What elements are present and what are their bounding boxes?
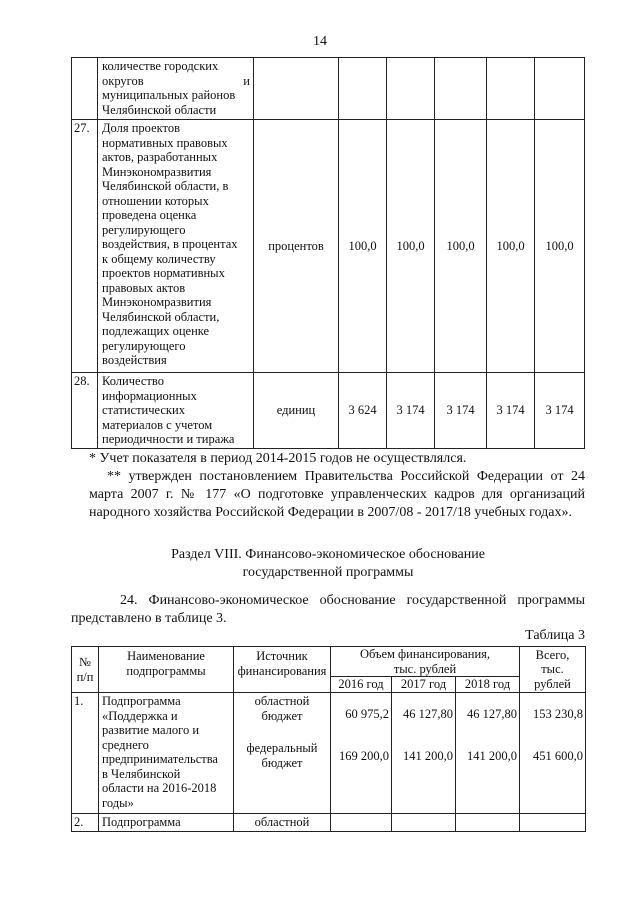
table-label: Таблица 3 [525,628,585,643]
amount-value: 46 127,80 [403,707,453,721]
amount-value: 451 600,0 [533,748,583,763]
header-num [72,647,99,693]
table-row [72,120,585,373]
funding-source [234,693,331,814]
subprogram-name [99,693,234,814]
header-name [99,647,234,693]
unit-cell: единиц [254,373,339,449]
desc-line: Челябинской области [102,102,217,117]
section-heading [71,546,585,582]
amount-cell [331,693,392,814]
name-line: среднего [102,737,149,752]
desc-line: нормативных правовых [102,135,228,150]
amount-value: 60 975,2 [345,707,389,721]
desc-line: регулирующего [102,338,186,353]
header-total-label: Всего, тыс. рублей [534,647,571,691]
indicators-table [71,57,585,449]
amount-value: 153 230,8 [533,707,583,721]
table-row [72,693,586,814]
value-cell: 100,0 [487,120,535,373]
table-header-row [72,647,586,677]
section-heading-line: Раздел VIII. Финансово-экономическое обоснование [171,547,485,562]
amount-cell [456,814,520,832]
footnote-1: * Учет показателя в период 2014-2015 годов не осуществлялся. [89,451,467,466]
source-label: федеральный бюджет [246,741,318,770]
table-row [72,373,585,449]
desc-line: проектов нормативных [102,266,225,280]
source-label: областной бюджет [254,694,310,723]
desc-line: Челябинской области, [102,309,220,324]
amount-cell [520,693,586,814]
desc-line: муниципальных районов [102,88,236,102]
amount-cell [331,814,392,832]
row-number [72,58,98,120]
unit-cell [254,58,339,120]
amount-cell [520,814,586,832]
row-number: 2. [72,814,99,832]
name-line: годы» [102,795,134,810]
name-line: предпринимательства [102,752,218,766]
name-line: в Челябинской [102,766,181,781]
header-year: 2016 год [331,677,392,693]
desc-line: отношении которых [102,193,209,208]
funding-source [234,814,331,832]
amount-cell [456,693,520,814]
name-line: развитие малого и [102,723,200,737]
desc-line: округов и [102,73,250,88]
section-heading-line: государственной программы [242,565,414,580]
desc-line: воздействия, в процентах [102,237,238,251]
row-number: 1. [72,693,99,814]
header-num-label: № п/п [76,655,94,684]
desc-line: актов, разработанных [102,150,218,164]
table-row [72,814,586,832]
value-cell [535,58,585,120]
desc-line: воздействия [102,353,167,367]
footnotes [89,450,585,522]
desc-line: регулирующего [102,222,186,237]
value-cell: 3 174 [387,373,435,449]
name-line: области на 2016-2018 [102,781,217,795]
value-cell [387,58,435,120]
desc-line: статистических [102,403,185,417]
table-row [72,58,585,120]
value-cell: 100,0 [535,120,585,373]
footnote-2: ** утвержден постановлением Правительства Российской Федерации от 24 марта 2007 г. № 177 «О подготовке управленческих кадров для организаций народного хозяйства Российской Федерации в 2007/08 - 2017/18 учебных годах». [89,469,585,520]
desc-line: периодичности и тиража [102,432,235,446]
name-line: Подпрограмма [102,815,181,829]
value-cell [487,58,535,120]
header-source [234,647,331,693]
value-cell: 3 624 [339,373,387,449]
unit-cell: процентов [254,120,339,373]
desc-line: количестве городских [102,59,219,73]
row-number: 27. [72,120,98,373]
indicator-description [98,120,254,373]
value-cell: 3 174 [535,373,585,449]
header-year: 2018 год [456,677,520,693]
desc-line: информационных [102,388,197,403]
amount-value: 46 127,80 [467,707,517,721]
name-line: Подпрограмма [102,694,181,708]
amount-value: 169 200,0 [339,748,389,763]
page-number: 14 [313,34,327,49]
header-volume [331,647,520,677]
header-year: 2017 год [392,677,456,693]
header-volume-label: Объем финансирования, тыс. рублей [359,647,491,676]
amount-cell [392,693,456,814]
value-cell: 3 174 [487,373,535,449]
desc-line: подлежащих оценке [102,324,210,338]
desc-line: Минэкономразвития [102,295,212,309]
name-line: «Поддержка и [102,708,178,723]
value-cell [435,58,487,120]
desc-line: правовых актов [102,280,186,295]
finance-table [71,646,586,832]
header-name-label: Наименование подпрограммы [126,649,206,678]
source-label: областной [254,815,310,829]
indicator-description [98,58,254,120]
desc-line: материалов с учетом [102,417,213,432]
value-cell [339,58,387,120]
paragraph-text: 24. Финансово-экономическое обоснование государственной программы представлено в таблице 3. [71,593,585,626]
amount-cell [392,814,456,832]
desc-line: Доля проектов [102,121,180,135]
header-source-label: Источник финансирования [237,649,327,678]
indicator-description [98,373,254,449]
value-cell: 100,0 [387,120,435,373]
desc-line: к общему количеству [102,251,216,266]
desc-line: Челябинской области, в [102,179,229,193]
value-cell: 100,0 [435,120,487,373]
amount-value: 141 200,0 [403,748,453,763]
header-total [520,647,586,693]
value-cell: 3 174 [435,373,487,449]
row-number: 28. [72,373,98,449]
value-cell: 100,0 [339,120,387,373]
subprogram-name [99,814,234,832]
desc-line: проведена оценка [102,208,197,222]
desc-line: Минэкономразвития [102,164,212,179]
amount-value: 141 200,0 [467,748,517,763]
desc-line: Количество [102,374,164,388]
